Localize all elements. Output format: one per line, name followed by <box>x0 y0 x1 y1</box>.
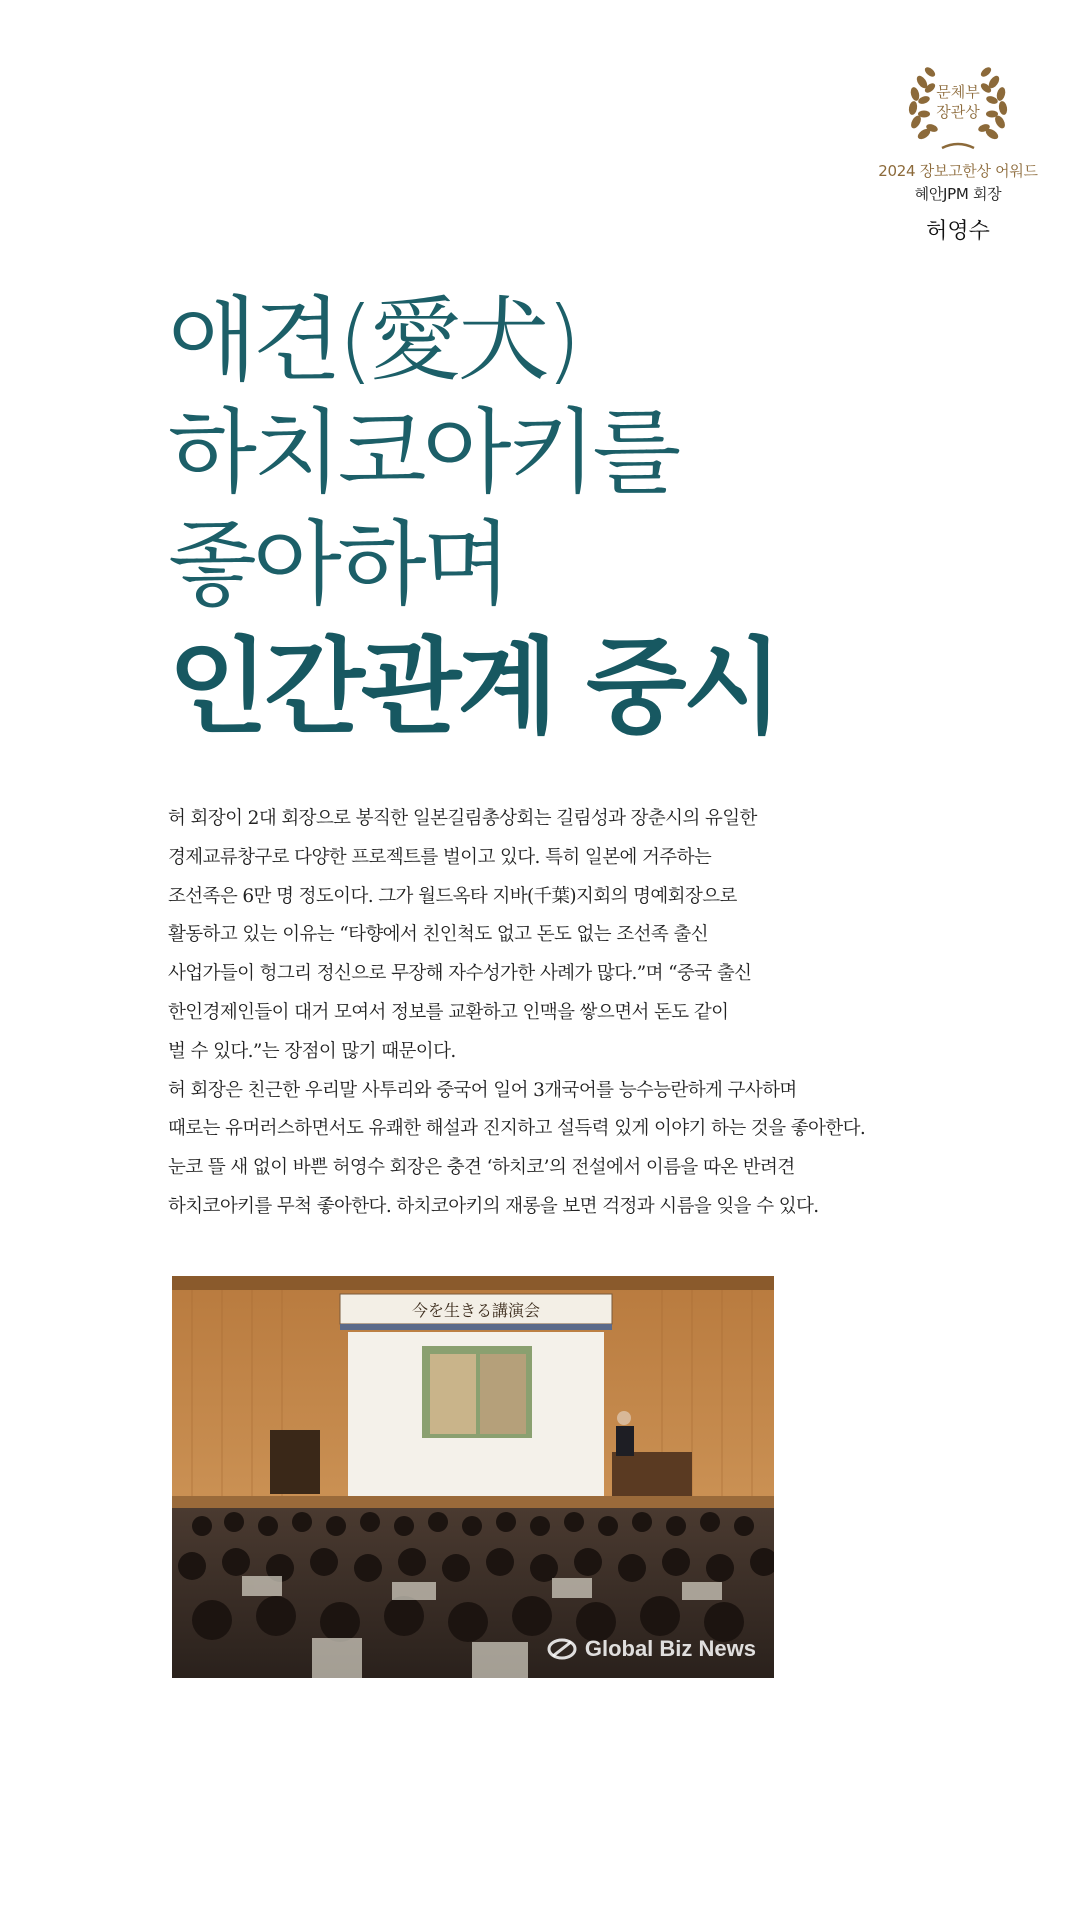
award-name: 2024 장보고한상 어워드 <box>878 162 1038 180</box>
watermark-text: Global Biz News <box>584 1636 756 1661</box>
photo-banner-text: 今を生きる講演会 <box>411 1301 541 1320</box>
headline-line-4: 인간관계 중시 <box>168 626 779 748</box>
lecture-photo <box>172 1276 774 1678</box>
headline-line-3: 좋아하며 <box>168 511 508 618</box>
body-line: 조선족은 6만 명 정도이다. 그가 월드옥타 지바(千葉)지회의 명예회장으로 <box>168 885 737 907</box>
article-body <box>168 800 1048 1227</box>
headline <box>168 285 968 747</box>
lecture-hall-illustration <box>172 1276 774 1678</box>
award-role: 혜안JPM 회장 <box>914 185 1002 203</box>
body-line: 때로는 유머러스하면서도 유쾌한 해설과 진지하고 설득력 있게 이야기 하는 것을 좋아한다. <box>168 1118 866 1140</box>
body-line: 벌 수 있다.”는 장점이 많기 때문이다. <box>168 1040 456 1062</box>
award-person: 허영수 <box>926 219 990 244</box>
body-line: 하치코아키를 무척 좋아한다. 하치코아키의 재롱을 보면 걱정과 시름을 잊을 수 있다. <box>168 1195 819 1217</box>
watermark <box>547 1636 756 1662</box>
body-line: 사업가들이 헝그리 정신으로 무장해 자수성가한 사례가 많다.”며 “중국 출신 <box>168 963 752 985</box>
wreath-line-1: 문체부 <box>936 83 980 101</box>
body-line: 허 회장은 친근한 우리말 사투리와 중국어 일어 3개국어를 능수능란하게 구사하며 <box>168 1079 797 1101</box>
award-badge <box>838 64 1078 245</box>
wreath-text <box>902 82 1014 122</box>
wreath-line-2: 장관상 <box>936 103 980 121</box>
body-line: 허 회장이 2대 회장으로 봉직한 일본길림총상회는 길림성과 장춘시의 유일한 <box>168 808 757 829</box>
body-line: 활동하고 있는 이유는 “타향에서 친인척도 없고 돈도 없는 조선족 출신 <box>168 924 708 946</box>
body-line: 경제교류창구로 다양한 프로젝트를 벌이고 있다. 특히 일본에 거주하는 <box>168 846 712 868</box>
laurel-wreath <box>902 64 1014 156</box>
body-line: 눈코 뜰 새 없이 바쁜 허영수 회장은 충견 ‘하치코’의 전설에서 이름을 따온 반려견 <box>168 1157 795 1179</box>
global-biz-news-logo-icon <box>547 1638 577 1660</box>
headline-line-1: 애견(愛犬) <box>168 287 578 394</box>
body-line: 한인경제인들이 대거 모여서 정보를 교환하고 인맥을 쌓으면서 돈도 같이 <box>168 1001 729 1023</box>
headline-line-2: 하치코아키를 <box>168 399 678 506</box>
